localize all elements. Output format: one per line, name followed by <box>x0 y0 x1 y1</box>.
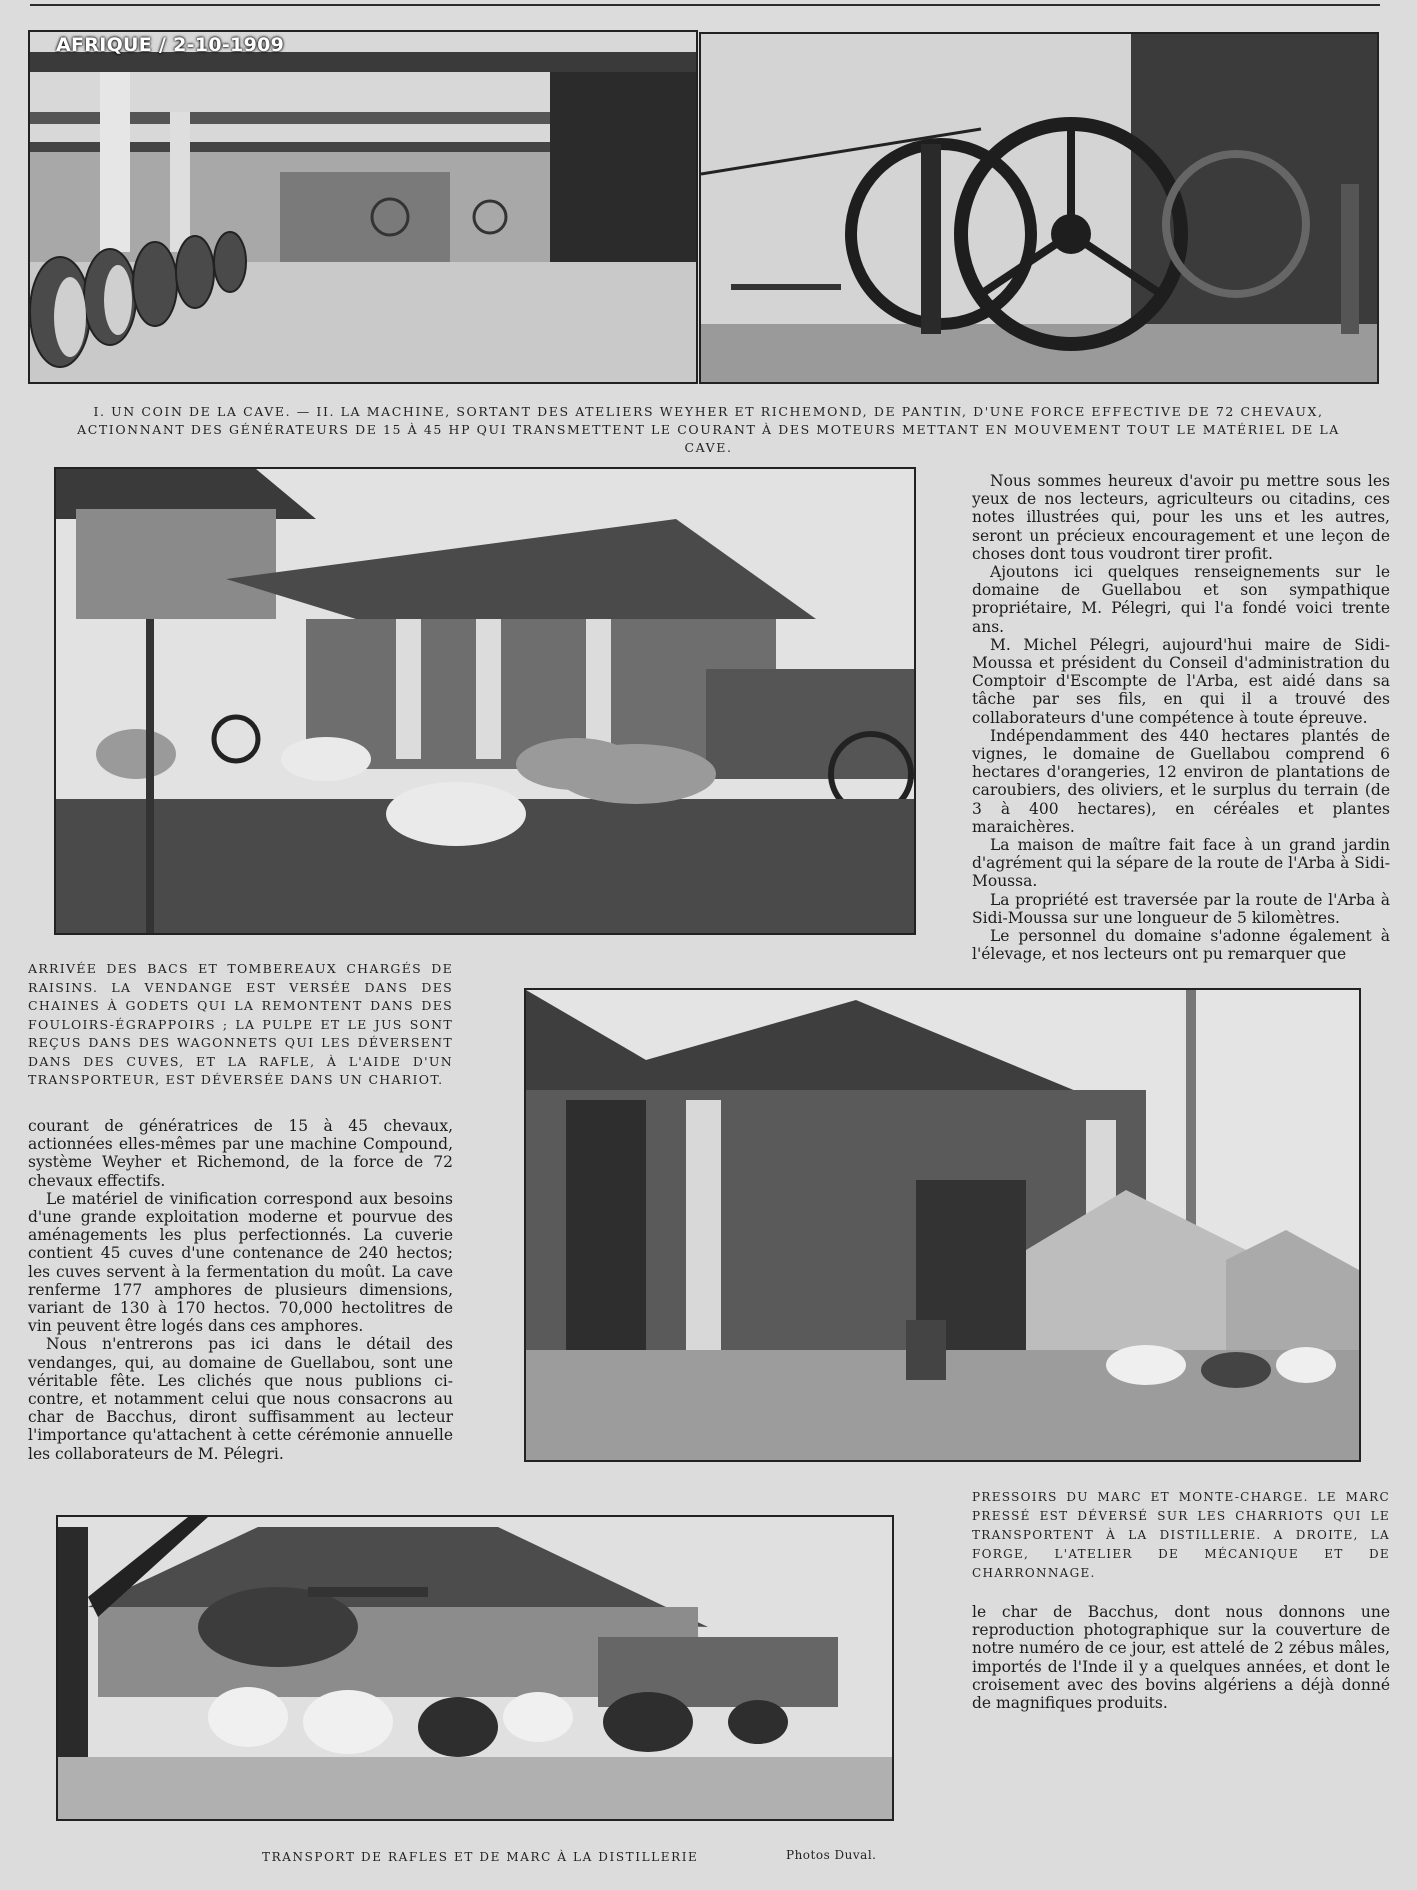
paragraph: Le matériel de vinification correspond aux besoins d'une grande exploitation moderne et pourvue des aménagements les plus perfectionnés. La cuverie contient 45 cuves d'une contenance de 240 hectos; les cuves servent à la fermentation du moût. La cave renferme 177 amphores de plusieurs dimensions, variant de 130 à 170 hectos. 70,000 hectolitres de vin peuvent être logés dans ces amphores. <box>28 1189 453 1336</box>
paragraph: le char de Bacchus, dont nous donnons une reproduction photographique sur la couverture de notre numéro de ce jour, est attelé de 2 zébus mâles, importés de l'Inde il y a quelques années, et dont le croisement avec des bovins algériens a déjà donné de magnifiques produits. <box>972 1603 1390 1713</box>
photo-machine <box>699 32 1379 384</box>
photo-presses <box>524 988 1361 1462</box>
paragraph: Nous sommes heureux d'avoir pu mettre sous les yeux de nos lecteurs, agriculteurs ou citadins, ces notes illustrées qui, pour les uns et les autres, seront un précieux encouragement et une leçon de choses dont tous voudront tirer profit. <box>972 472 1390 563</box>
paragraph: La propriété est traversée par la route de l'Arba à Sidi-Moussa sur une longueur de 5 kilomètres. <box>972 890 1390 927</box>
article-left-column <box>28 1117 453 1463</box>
paragraph: M. Michel Pélegri, aujourd'hui maire de Sidi-Moussa et président du Conseil d'administration du Comptoir d'Escompte de l'Arba, est aidé dans sa tâche par ses fils, en qui il a trouvé des collaborateurs d'une compétence à toute épreuve. <box>972 635 1390 727</box>
photo-arrival <box>54 467 916 935</box>
article-right-column <box>972 472 1390 963</box>
paragraph: Nous n'entrerons pas ici dans le détail des vendanges, qui, au domaine de Guellabou, sont une véritable fête. Les clichés que nous publions ci-contre, et notamment celui que nous consacrons au char de Bacchus, diront suffisamment au lecteur l'importance qu'attachent à cette cérémonie annuelle les collaborateurs de M. Pélegri. <box>28 1335 453 1463</box>
paragraph: Le personnel du domaine s'adonne également à l'élevage, et nos lecteurs ont pu remarquer que <box>972 927 1390 964</box>
paragraph: Indépendamment des 440 hectares plantés de vignes, le domaine de Guellabou comprend 6 hectares d'orangeries, 12 environ de plantations de caroubiers, des oliviers, et le surplus du terrain (de 3 à 400 hectares), en céréales et plantes maraichères. <box>972 726 1390 836</box>
caption-top: I. UN COIN DE LA CAVE. — II. LA MACHINE, SORTANT DES ATELIERS WEYHER ET RICHEMOND, DE PANTIN, D'UNE FORCE EFFECTIVE DE 72 CHEVAUX, ACTIONNANT DES GÉNÉRATEURS DE 15 À 45 HP QUI TRANSMETTENT LE COURANT À DES MOTEURS METTANT EN MOUVEMENT TOUT LE MATÉRIEL DE LA CAVE. <box>77 404 1340 455</box>
article-bottom-right <box>972 1603 1390 1712</box>
paragraph: courant de génératrices de 15 à 45 chevaux, actionnées elles-mêmes par une machine Compound, système Weyher et Richemond, de la force de 72 chevaux effectifs. <box>28 1117 453 1190</box>
top-rule <box>30 4 1380 6</box>
caption-presses: PRESSOIRS DU MARC ET MONTE-CHARGE. LE MARC PRESSÉ EST DÉVERSÉ SUR LES CHARRIOTS QUI LE TRANSPORTENT À LA DISTILLERIE. A DROITE, LA FORGE, L'ATELIER DE MÉCANIQUE ET DE CHARRONNAGE. <box>972 1490 1390 1580</box>
photo-cellar <box>28 30 698 384</box>
caption-arrival: ARRIVÉE DES BACS ET TOMBEREAUX CHARGÉS DE RAISINS. LA VENDANGE EST VERSÉE DANS DES CHAINES À GODETS QUI LA REMONTENT DANS DES FOULOIRS-ÉGRAPPOIRS ; LA PULPE ET LE JUS SONT REÇUS DANS DES WAGONNETS QUI LES DÉVERSENT DANS DES CUVES, ET LA RAFLE, À L'AIDE D'UN TRANSPORTEUR, EST DÉVERSÉE DANS UN CHARIOT. <box>28 961 453 1087</box>
caption-transport: TRANSPORT DE RAFLES ET DE MARC À LA DISTILLERIE <box>262 1850 699 1864</box>
source-tag: AFRIQUE / 2-10-1909 <box>56 34 285 56</box>
photo-transport <box>56 1515 894 1821</box>
paragraph: La maison de maître fait face à un grand jardin d'agrément qui la sépare de la route de l'Arba à Sidi-Moussa. <box>972 836 1390 891</box>
paragraph: Ajoutons ici quelques renseignements sur le domaine de Guellabou et son sympathique propriétaire, M. Pélegri, qui l'a fondé voici trente ans. <box>972 563 1390 636</box>
photo-credit: Photos Duval. <box>786 1848 877 1862</box>
